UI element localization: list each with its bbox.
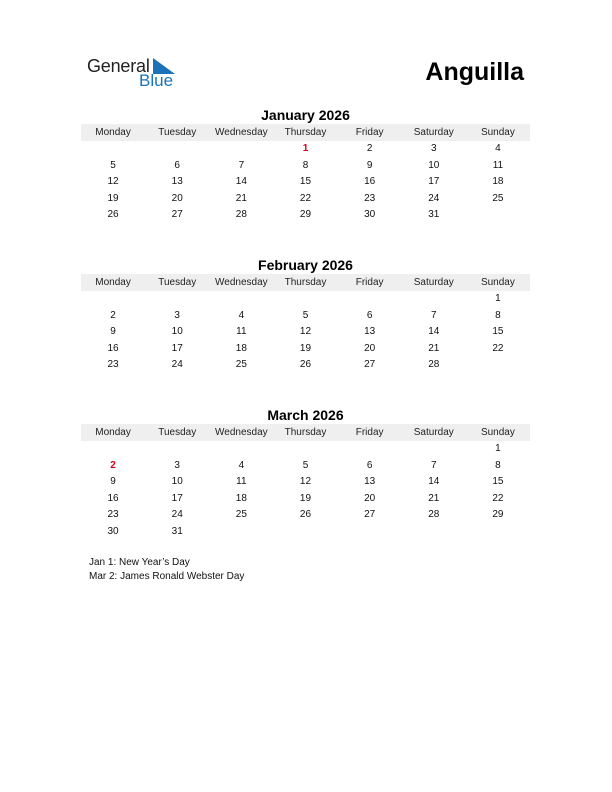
day-cell: 8 [495,459,501,471]
day-cell: 7 [430,309,437,321]
month-march [81,406,530,541]
day-cell: 5 [110,159,116,171]
brand-logo [87,56,187,92]
day-cell: 8 [495,309,501,321]
brand-general-text: General [87,56,150,76]
day-cell: 31 [171,525,183,537]
day-cell: 23 [364,192,376,204]
day-cell: 30 [364,209,376,221]
weekday-label: Sunday [480,427,515,438]
day-cell: 24 [171,509,183,521]
weekday-label: Friday [355,277,384,288]
day-cell: 26 [107,209,119,221]
day-cell: 12 [299,476,312,488]
month-title: February 2026 [258,257,353,273]
week-row [81,441,530,458]
day-cell [145,141,209,158]
day-cell: 30 [107,525,119,537]
day-cell: 12 [299,326,312,338]
day-cell: 12 [107,176,119,188]
day-cell: 31 [428,209,440,221]
day-cell [81,291,145,308]
day-cell: 24 [428,192,440,204]
weekday-label: Saturday [413,277,454,288]
day-cell: 21 [428,342,440,354]
day-cell: 6 [366,459,373,471]
day-cell: 18 [235,492,247,504]
weekday-header [81,274,530,291]
day-cell: 5 [302,309,309,321]
day-cell: 4 [238,459,245,471]
day-cell: 13 [364,326,376,338]
week-row [81,474,530,491]
day-cell: 15 [299,176,312,188]
day-cell: 11 [236,326,247,338]
day-cell: 18 [492,176,504,188]
weekday-label: Thursday [284,277,327,288]
day-cell: 8 [302,159,309,171]
weekday-header [81,124,530,141]
day-cell: 2 [110,309,116,321]
day-cell [145,291,209,308]
week-row [81,291,530,308]
day-cell: 19 [299,342,312,354]
week-row [81,524,530,541]
day-cell: 22 [492,342,504,354]
day-cell: 4 [495,143,501,154]
day-cell: 5 [302,459,309,471]
week-row [81,324,530,341]
day-cell: 22 [492,492,504,504]
day-cell [338,291,402,308]
week-row [81,141,530,158]
weekday-label: Tuesday [158,127,197,138]
day-cell: 20 [171,192,183,204]
day-cell [466,207,530,224]
weekday-label: Friday [355,127,384,138]
day-cell: 20 [364,342,376,354]
weekday-label: Sunday [480,127,515,138]
month-title: March 2026 [267,407,344,423]
weekday-label: Saturday [413,427,454,438]
month-february [81,256,530,374]
day-cell: 10 [171,326,183,338]
day-cell: 17 [428,176,440,188]
day-cell: 1 [495,443,501,454]
day-cell: 27 [364,509,376,521]
day-cell [402,291,466,308]
day-cell [402,524,466,541]
day-cell: 18 [235,342,247,354]
day-cell [466,524,530,541]
brand-blue-text: Blue [139,71,174,90]
day-cell: 21 [428,492,440,504]
day-cell: 29 [299,209,312,221]
weekday-header [81,424,530,441]
day-cell [209,441,273,458]
day-cell: 14 [428,476,440,488]
day-cell: 3 [174,309,180,321]
day-cell [338,524,402,541]
day-cell [338,441,402,458]
day-cell: 23 [107,509,119,521]
day-cell: 20 [364,492,376,504]
day-cell: 27 [364,359,376,371]
day-cell: 9 [366,159,373,171]
day-cell: 17 [171,342,183,354]
day-cell: 19 [299,492,312,504]
day-cell: 17 [171,492,183,504]
weekday-label: Monday [95,427,131,438]
day-cell [402,441,466,458]
day-cell: 25 [235,359,247,371]
day-cell [273,524,337,541]
day-cell: 21 [235,192,247,204]
day-cell: 9 [110,476,116,488]
day-cell: 1 [302,143,309,154]
day-cell: 23 [107,359,119,371]
day-cell: 2 [110,459,116,471]
day-cell: 29 [492,509,504,521]
day-cell: 28 [428,359,440,371]
day-cell: 2 [366,143,373,154]
day-cell: 10 [171,476,183,488]
day-cell [209,291,273,308]
day-cell: 15 [492,476,504,488]
week-row [81,458,530,475]
day-cell: 15 [492,326,504,338]
week-row [81,207,530,224]
day-cell: 24 [171,359,183,371]
day-cell: 28 [428,509,440,521]
day-cell [273,441,337,458]
weekday-label: Monday [95,127,131,138]
day-cell [81,141,145,158]
day-cell [209,141,273,158]
day-cell: 25 [492,192,504,204]
weekday-label: Wednesday [215,127,268,138]
day-cell: 1 [495,293,501,304]
day-cell: 16 [364,176,376,188]
day-cell: 14 [428,326,440,338]
day-cell: 6 [366,309,373,321]
day-cell: 9 [110,326,116,338]
day-cell: 13 [171,176,183,188]
day-cell: 26 [299,509,312,521]
month-january [81,106,530,224]
day-cell: 3 [174,459,180,471]
day-cell: 14 [235,176,247,188]
day-cell: 22 [299,192,312,204]
holiday-note: Mar 2: James Ronald Webster Day [89,571,245,582]
weekday-label: Monday [95,277,131,288]
day-cell [466,357,530,374]
day-cell: 10 [428,159,440,171]
week-row [81,507,530,524]
day-cell: 7 [430,459,437,471]
day-cell: 19 [107,192,119,204]
day-cell: 11 [492,159,504,171]
day-cell: 27 [171,209,183,221]
holiday-notes [89,556,244,584]
country-title: Anguilla [425,58,524,86]
day-cell: 13 [364,476,376,488]
holiday-note: Jan 1: New Year’s Day [89,557,190,568]
day-cell [209,524,273,541]
weekday-label: Thursday [284,127,327,138]
week-row [81,491,530,508]
day-cell: 11 [236,476,247,488]
weekday-label: Wednesday [215,427,268,438]
weekday-label: Thursday [284,427,327,438]
weekday-label: Tuesday [158,277,197,288]
week-row [81,191,530,208]
day-cell [81,441,145,458]
week-row [81,357,530,374]
day-cell: 16 [107,342,119,354]
day-cell: 25 [235,509,247,521]
weekday-label: Friday [355,427,384,438]
day-cell: 7 [238,159,245,171]
day-cell: 6 [174,159,180,171]
weekday-label: Sunday [480,277,515,288]
day-cell: 26 [299,359,312,371]
day-cell: 16 [107,492,119,504]
week-row [81,308,530,325]
weekday-label: Wednesday [215,277,268,288]
day-cell: 28 [235,209,247,221]
day-cell: 3 [430,143,437,154]
week-row [81,341,530,358]
day-cell [273,291,337,308]
week-row [81,158,530,175]
day-cell [145,441,209,458]
week-row [81,174,530,191]
month-title: January 2026 [261,107,350,123]
weekday-label: Tuesday [158,427,197,438]
weekday-label: Saturday [413,127,454,138]
day-cell: 4 [238,309,245,321]
